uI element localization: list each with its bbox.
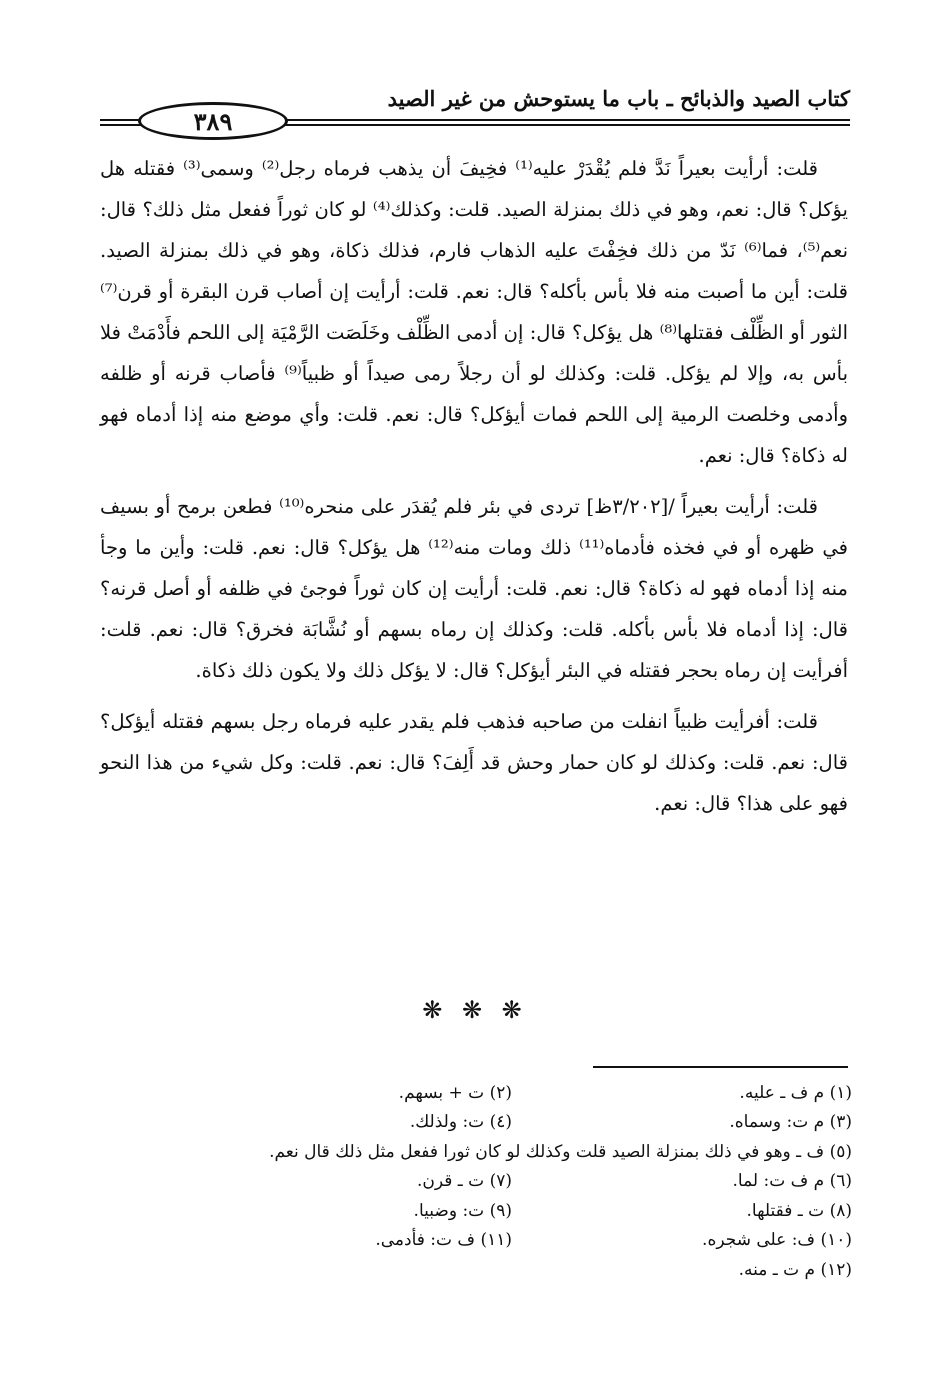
running-title: كتاب الصيد والذبائح ـ باب ما يستوحش من غير الصيد <box>387 86 850 111</box>
footnotes <box>100 1078 852 1285</box>
footnote: (١٢) م ت ـ منه. <box>738 1259 852 1280</box>
footnote: (٣) م ت: وسماه. <box>729 1112 852 1133</box>
page-number-oval <box>138 102 288 140</box>
paragraph: قلت: أرأيت بعيراً نَدَّ فلم يُقْدَرْ عليه⁽¹⁾ فخِيفَ أن يذهب فرماه رجل⁽²⁾ وسمى⁽³⁾ فقتله هل يؤكل؟ قال: نعم، وهو في ذلك بمنزلة الصيد. قلت: وكذلك⁽⁴⁾ لو كان ثوراً ففعل مثل ذلك؟ قال: نعم⁽⁵⁾، فما⁽⁶⁾ نَدّ من ذلك فخِفْتَ عليه الذهاب فارم، فذلك ذكاة، وهو في ذلك بمنزلة الصيد. قلت: أين ما أصبت منه فلا بأس بأكله؟ قال: نعم. قلت: أرأيت إن أصاب قرن البقرة أو قرن⁽⁷⁾ الثور أو الظِّلْف فقتلها⁽⁸⁾ هل يؤكل؟ قال: إن أدمى الظِّلْف وخَلَصَت الرَّمْيَة إلى اللحم فأَدْمَتْ فلا بأس به، وإلا لم يؤكل. قلت: وكذلك لو أن رجلاً رمى صيداً أو ظبياً⁽⁹⁾ فأصاب قرنه أو ظلفه وأدمى وخلصت الرمية إلى اللحم فمات أيؤكل؟ قال: نعم. قلت: وأي موضع منه إذا أدماه فهو له ذكاة؟ قال: نعم. <box>100 157 848 467</box>
footnote-row <box>100 1196 852 1226</box>
page-header <box>100 78 850 138</box>
footnote-row <box>100 1226 852 1256</box>
footnote: (١١) ف ت: فأدمى. <box>375 1230 512 1251</box>
footnote: (١) م ف ـ عليه. <box>739 1082 852 1103</box>
paragraph: قلت: أرأيت بعيراً /[٣/٢٠٢ظ] تردى في بئر فلم يُقدَر على منحره⁽¹⁰⁾ فطعن برمح أو بسيف في ظهره أو في فخذه فأدماه⁽¹¹⁾ ذلك ومات منه⁽¹²⁾ هل يؤكل؟ قال: نعم. قلت: وأين ما وجأ منه إذا أدماه فهو له ذكاة؟ قال: نعم. قلت: أرأيت إن كان ثوراً فوجئ في ظلفه أو أصل قرنه؟ قال: إذا أدماه فلا بأس بأكله. قلت: وكذلك إن رماه بسهم أو نُشَّابَة فخرق؟ قال: نعم. قلت: أفرأيت إن رماه بحجر فقتله في البئر أيؤكل؟ قال: لا يؤكل ذلك ولا يكون ذلك ذكاة. <box>100 495 848 682</box>
footnote-row <box>100 1108 852 1138</box>
footnote: (٤) ت: ولذلك. <box>409 1112 512 1133</box>
footnote-row <box>100 1255 852 1285</box>
footnote: (٩) ت: وضبيا. <box>413 1200 512 1221</box>
footnote: (٢) ت + بسهم. <box>398 1082 512 1103</box>
footnote-rule <box>593 1066 848 1068</box>
paragraph: قلت: أفرأيت ظبياً انفلت من صاحبه فذهب فلم يقدر عليه فرماه رجل بسهم فقتله أيؤكل؟ قال: نعم. قلت: وكذلك لو كان حمار وحش قد أَلِفَ؟ قال: نعم. قلت: وكل شيء من هذا النحو فهو على هذا؟ قال: نعم. <box>100 710 848 815</box>
footnote: (٦) م ف ت: لما. <box>732 1171 852 1192</box>
footnote-row <box>100 1137 852 1167</box>
footnote: (١٠) ف: على شجره. <box>702 1230 852 1251</box>
page-number: ٣٨٩ <box>193 106 233 136</box>
footnote: (٨) ت ـ فقتلها. <box>746 1200 852 1221</box>
footnote-row <box>100 1167 852 1197</box>
section-separator: ❋ ❋ ❋ <box>422 996 528 1024</box>
footnote-row <box>100 1078 852 1108</box>
main-text <box>100 148 848 824</box>
footnote: (٥) ف ـ وهو في ذلك بمنزلة الصيد قلت وكذلك لو كان ثورا ففعل مثل ذلك قال نعم. <box>269 1141 852 1162</box>
footnote: (٧) ت ـ قرن. <box>416 1171 512 1192</box>
